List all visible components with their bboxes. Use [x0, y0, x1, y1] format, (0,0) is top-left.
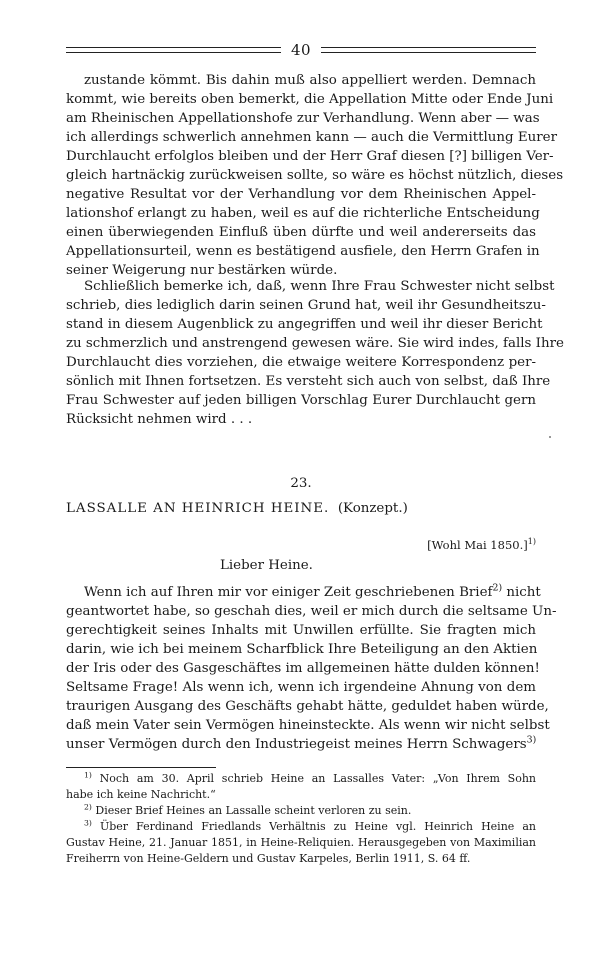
footnote-line — [66, 819, 536, 835]
text-segment: der Iris oder des Gasgeschäftes im allgemeinen hätte dulden können! — [66, 661, 540, 676]
footnotes — [66, 771, 536, 867]
page-number: 40 — [290, 40, 312, 59]
text-line: sönlich mit Ihnen fortsetzen. Es versteht sich auch von selbst, daß Ihre — [66, 374, 551, 389]
text-line: einen überwiegenden Einfluß üben dürfte und weil andererseits das — [66, 225, 536, 240]
footnote-text: Über Ferdinand Friedlands Verhältnis zu Heine vgl. Heinrich Heine an — [91, 820, 536, 833]
page-header — [66, 38, 536, 62]
footnote-text: Gustav Heine, 21. Januar 1851, in Heine-Reliquien. Herausgegeben von Maximilian — [66, 836, 536, 849]
text-segment: daß mein Vater sein Vermögen hineinsteckte. Als wenn wir nicht selbst — [66, 718, 550, 733]
letter-number: 23. — [290, 476, 312, 491]
footnote-line — [66, 803, 536, 819]
text-line: stand in diesem Augenblick zu angegriffen und weil ihr dieser Bericht — [66, 317, 543, 332]
header-rule-left — [66, 47, 281, 53]
text-line — [66, 640, 536, 659]
text-line: Durchlaucht dies vorziehen, die etwaige weitere Korrespondenz per- — [66, 355, 536, 370]
text-segment: geantwortet habe, so geschah dies, weil er mich durch die seltsame Un- — [66, 604, 557, 619]
footnote-line — [66, 851, 536, 867]
text-line — [66, 678, 536, 697]
footnote-text: Dieser Brief Heines an Lassalle scheint verloren zu sein. — [91, 804, 412, 817]
text-segment: darin, wie ich bei meinem Scharfblick Ihre Beteiligung an den Aktien — [66, 642, 538, 657]
letter-heading-note: (Konzept.) — [337, 501, 408, 516]
text-line: Frau Schwester auf jeden billigen Vorschlag Eurer Durchlaucht gern — [66, 393, 536, 408]
footnote-marker: 2) — [492, 582, 503, 594]
text-segment: nicht — [502, 585, 541, 600]
letter-heading-title: LASSALLE AN HEINRICH HEINE. — [66, 501, 330, 516]
footnote-divider — [66, 767, 216, 768]
footnote-marker: 3) — [526, 734, 537, 746]
header-rule-right — [321, 47, 536, 53]
footnote-marker: 1) — [84, 770, 92, 780]
margin-mark — [549, 436, 551, 438]
paragraph-3 — [66, 582, 557, 754]
text-line — [66, 659, 540, 678]
paragraph-2 — [66, 277, 564, 429]
footnote-marker: 2) — [84, 802, 92, 812]
text-line: Rücksicht nehmen wird . . . — [66, 412, 253, 427]
text-line — [66, 716, 550, 735]
footnote-text: Freiherrn von Heine-Geldern und Gustav Karpeles, Berlin 1911, S. 64 ff. — [66, 852, 471, 865]
text-line — [66, 697, 549, 716]
text-segment: traurigen Ausgang des Geschäfts gehabt hätte, geduldet haben würde, — [66, 699, 549, 714]
text-line — [66, 582, 541, 602]
text-line: zu schmerzlich und anstrengend gewesen wäre. Sie wird indes, falls Ihre — [66, 336, 564, 351]
text-segment: unser Vermögen durch den Industriegeist meines Herrn Schwagers — [66, 737, 527, 752]
text-line: zustande kömmt. Bis dahin muß also appelliert werden. Demnach — [84, 73, 536, 88]
footnote-marker: 1) — [527, 537, 536, 547]
text-line: negative Resultat vor der Verhandlung vor dem Rheinischen Appel- — [66, 187, 536, 202]
letter-heading — [66, 499, 536, 518]
text-line — [66, 621, 536, 640]
text-line: schrieb, dies lediglich darin seinen Grund hat, weil ihr Gesundheitszu- — [66, 298, 546, 313]
footnote-text: habe ich keine Nachricht.“ — [66, 788, 216, 801]
text-segment: Wenn ich auf Ihren mir vor einiger Zeit geschriebenen Brief — [84, 585, 493, 600]
text-line — [66, 735, 536, 754]
paragraph-1 — [66, 71, 564, 280]
text-line: am Rheinischen Appellationshofe zur Verhandlung. Wenn aber — was — [66, 111, 540, 126]
footnote-text: Noch am 30. April schrieb Heine an Lassalles Vater: „Von Ihrem Sohn — [91, 772, 536, 785]
text-line: gleich hartnäckig zurückweisen sollte, so wäre es höchst nützlich, dieses — [66, 168, 564, 183]
text-line: Schließlich bemerke ich, daß, wenn Ihre Frau Schwester nicht selbst — [84, 279, 555, 294]
text-line: lationshof erlangt zu haben, weil es auf die richterliche Entscheidung — [66, 206, 540, 221]
footnote-line — [66, 835, 536, 851]
text-segment: Seltsame Frage! Als wenn ich, wenn ich irgendeine Ahnung von dem — [66, 680, 536, 695]
footnote-line — [66, 771, 536, 787]
letter-salutation: Lieber Heine. — [220, 558, 313, 573]
text-segment: gerechtigkeit seines Inhalts mit Unwillen erfüllte. Sie fragten mich — [66, 623, 536, 638]
text-line: kommt, wie bereits oben bemerkt, die Appellation Mitte oder Ende Juni — [66, 92, 554, 107]
text-line: seiner Weigerung nur bestärken würde. — [66, 263, 338, 278]
text-line: Appellationsurteil, wenn es bestätigend ausfiele, den Herrn Grafen in — [66, 244, 540, 259]
text-line — [66, 602, 557, 621]
date-note-text: [Wohl Mai 1850.] — [427, 538, 528, 552]
text-line: ich allerdings schwerlich annehmen kann — auch die Vermittlung Eurer — [66, 130, 557, 145]
footnote-line — [66, 787, 536, 803]
letter-date-note — [427, 537, 536, 553]
footnote-marker: 3) — [84, 818, 92, 828]
text-line: Durchlaucht erfolglos bleiben und der Herr Graf diesen [?] billigen Ver- — [66, 149, 554, 164]
